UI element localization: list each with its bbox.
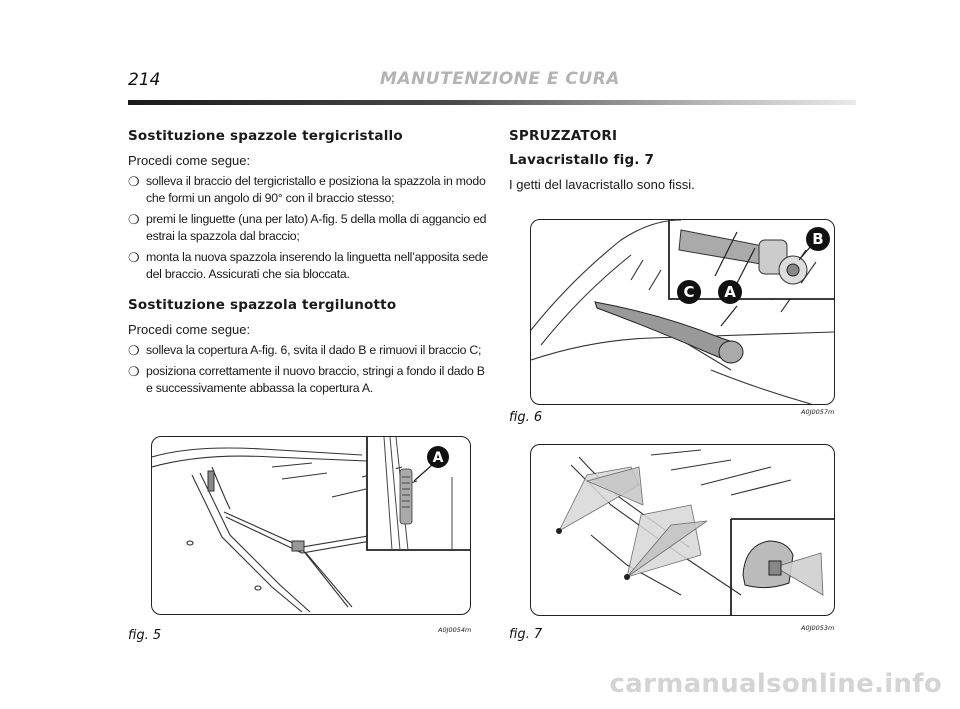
section-intro: Procedi come segue:: [128, 153, 251, 168]
chapter-title: MANUTENZIONE E CURA: [380, 69, 620, 89]
section-heading-windscreen-washer: Lavacristallo fig. 7: [509, 152, 655, 168]
svg-text:A: A: [724, 283, 736, 301]
bullet-icon: ❍: [128, 174, 140, 189]
figure-7-illustration: [530, 444, 835, 616]
list-item-text: solleva la copertura A-fig. 6, svita il dado B e rimuovi il braccio C;: [146, 343, 482, 357]
figure-5-code: A0J0054m: [438, 626, 472, 634]
callout-c-icon: [677, 280, 701, 304]
callout-b-icon: [806, 227, 830, 251]
section-heading-rear-wiper: Sostituzione spazzola tergilunotto: [128, 297, 397, 313]
watermark: carmanualsonline.info: [609, 669, 942, 699]
section-heading-wiper-blades: Sostituzione spazzole tergicristallo: [128, 128, 403, 144]
bullet-icon: ❍: [128, 364, 140, 379]
figure-6-code: A0J0057m: [801, 408, 835, 416]
section-title-washers: SPRUZZATORI: [509, 128, 618, 144]
list-item-text: monta la nuova spazzola inserendo la linguetta nell’apposita sede del braccio. Assicurati che sia bloccata.: [146, 250, 488, 281]
callout-a-icon: [427, 446, 449, 468]
figure-6-illustration: [530, 219, 835, 405]
figure-7-label: fig. 7: [509, 627, 543, 642]
bullet-icon: ❍: [128, 212, 140, 227]
list-item-text: premi le linguette (una per lato) A-fig. 5 della molla di aggancio ed estrai la spazzola dal braccio;: [146, 212, 487, 243]
left-column: [128, 128, 492, 401]
callout-a-icon: [718, 280, 742, 304]
washer-jets-drawing: [531, 445, 834, 615]
figure-5-illustration: [151, 436, 471, 615]
list-item: [128, 363, 492, 397]
svg-text:C: C: [683, 283, 695, 301]
figure-5-label: fig. 5: [128, 628, 162, 643]
section-intro: Procedi come segue:: [128, 322, 251, 337]
bullet-icon: ❍: [128, 250, 140, 265]
page-number: 214: [128, 70, 161, 90]
header-rule: [128, 100, 856, 105]
rear-wiper-drawing: [531, 220, 834, 404]
list-item: [128, 173, 492, 207]
figure-6-label: fig. 6: [509, 410, 543, 425]
svg-text:B: B: [812, 230, 824, 248]
bullet-icon: ❍: [128, 343, 140, 358]
figure-7-code: A0J0053m: [801, 624, 835, 632]
right-column: [509, 128, 839, 197]
list-item-text: solleva il braccio del tergicristallo e posiziona la spazzola in modo che formi un angolo di 90° con il braccio stesso;: [146, 174, 486, 205]
windscreen-wiper-drawing: [152, 437, 470, 614]
list-item: [128, 342, 492, 359]
svg-text:A: A: [432, 450, 444, 466]
list-item: [128, 211, 492, 245]
list-item-text: posiziona correttamente il nuovo braccio, stringi a fondo il dado B e successivamente abbassa la copertura A.: [146, 364, 485, 395]
list-item: [128, 249, 492, 283]
section-body: I getti del lavacristallo sono fissi.: [509, 177, 695, 192]
